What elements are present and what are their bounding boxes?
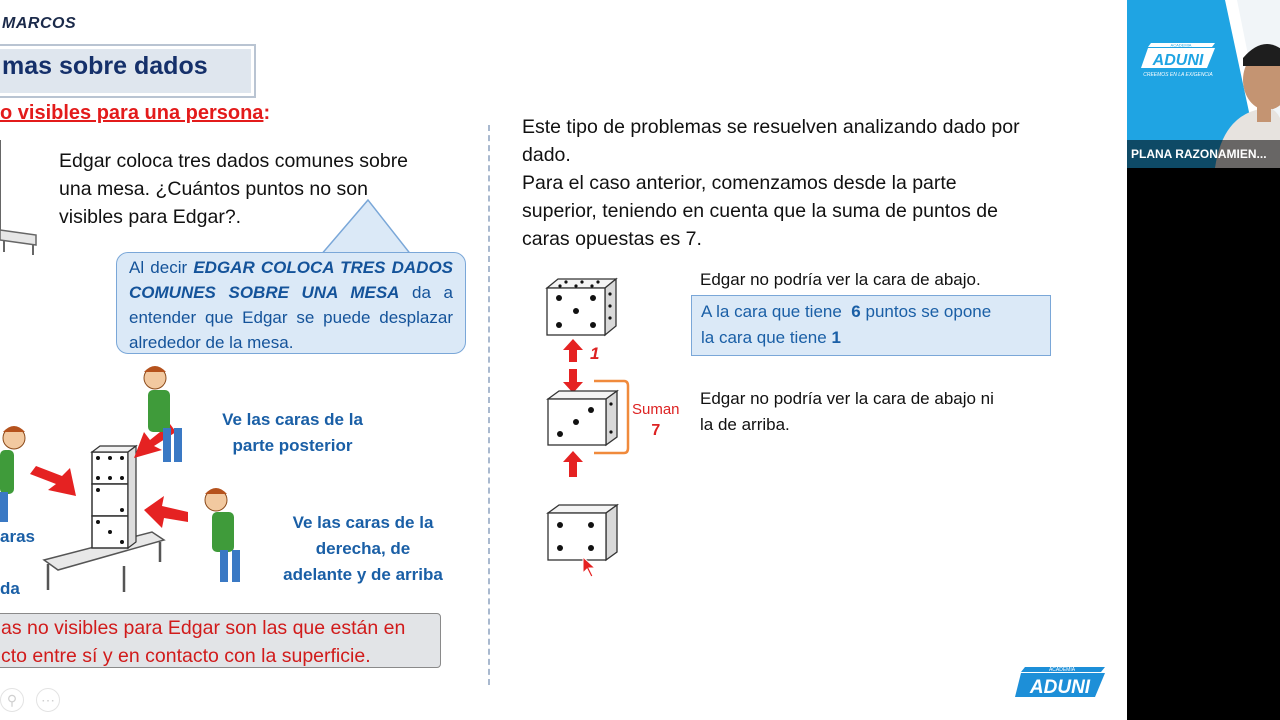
explanation-line: Para el caso anterior, comenzamos desde la parte: [522, 172, 957, 194]
webcam-panel: [1127, 0, 1280, 168]
label-line: adelante y de arriba: [283, 565, 443, 584]
mouse-cursor-icon: [582, 556, 598, 578]
sum-label: [632, 399, 680, 441]
top-die-note: Edgar no podría ver la cara de abajo.: [700, 270, 981, 289]
aduni-logo-text: ADUNI: [1029, 677, 1091, 698]
top-die: [544, 276, 620, 340]
explanation-line: caras opuestas es 7.: [522, 228, 702, 250]
callout-emphasis: EDGAR COLOCA TRES DADOS COMUNES SOBRE UNA MESA: [129, 258, 454, 302]
opposite-line-2: [701, 325, 1041, 351]
note-line: Edgar no podría ver la cara de abajo ni: [700, 389, 994, 408]
participant-name: PLANA RAZONAMIEN...: [1127, 140, 1280, 168]
sum-label-text: Suman: [632, 401, 680, 418]
label-left-faces: [0, 524, 34, 602]
opposite-text: A la cara que tiene: [701, 302, 842, 321]
label-line: Ve las caras de la: [222, 410, 363, 429]
label-line: Ve las caras de la: [292, 513, 434, 532]
webcam-logo-text: ADUNI: [1152, 52, 1204, 69]
opposite-number: 6: [851, 302, 861, 321]
brand-top: MARCOS: [2, 15, 77, 32]
opposite-number: 1: [831, 328, 841, 347]
slide-title: mas sobre dados: [2, 52, 208, 80]
label-line: [0, 550, 34, 576]
opposite-faces-box: [691, 295, 1051, 356]
aduni-logo: [1015, 663, 1105, 699]
conclusion-line: cto entre sí y en contacto con la superficie.: [1, 645, 371, 667]
note-line: la de arriba.: [700, 415, 790, 434]
arrows-top-middle: [560, 338, 586, 394]
column-divider: [488, 125, 490, 685]
explanation-line: dado.: [522, 144, 571, 166]
problem-line: visibles para Edgar?.: [59, 206, 242, 228]
label-line: derecha, de: [315, 539, 411, 558]
label-line: da: [0, 579, 20, 598]
webcam-slogan: CREEMOS EN LA EXIGENCIA: [1143, 72, 1213, 78]
subtitle-colon: :: [263, 102, 271, 124]
label-back-faces: [200, 407, 385, 459]
table-illustration-left: [0, 140, 40, 260]
subtitle-text: o visibles para una persona: [0, 102, 264, 124]
sum-bracket: [592, 378, 632, 456]
middle-die-note: [700, 386, 994, 438]
opposite-value-label: 1: [590, 344, 600, 363]
callout-box: [116, 252, 466, 354]
person-illustration-right: [196, 486, 256, 590]
conclusion-box: [0, 613, 441, 668]
opposite-text: la cara que tiene: [701, 328, 827, 347]
conclusion-line: as no visibles para Edgar son las que están en: [1, 617, 406, 639]
explanation-line: Este tipo de problemas se resuelven analizando dado por: [522, 116, 1020, 138]
zoom-icon[interactable]: ⚲: [0, 688, 24, 712]
opposite-text: puntos se opone: [865, 302, 992, 321]
webcam-aduni-logo: [1141, 40, 1221, 80]
arrow-middle-bottom: [560, 450, 586, 480]
more-options-icon[interactable]: ⋯: [36, 688, 60, 712]
opposite-line-1: [701, 299, 1041, 325]
sum-label-value: 7: [651, 422, 661, 439]
webcam-logo-small: ACADEMIA: [1170, 42, 1192, 48]
callout-pointer: [300, 198, 420, 258]
explanation-line: superior, teniendo en cuenta que la suma de puntos de: [522, 200, 998, 222]
explanation-text: [522, 113, 1082, 253]
callout-rest: da a entender que Edgar se puede desplazar alrededor de la mesa.: [129, 283, 453, 352]
label-line: aras: [0, 527, 35, 546]
label-line: parte posterior: [232, 436, 353, 455]
problem-line: Edgar coloca tres dados comunes sobre: [59, 150, 409, 172]
aduni-logo-small: ACADEMIA: [1048, 667, 1076, 673]
callout-lead: Al decir: [129, 258, 188, 277]
problem-line: una mesa. ¿Cuántos puntos no son: [59, 178, 368, 200]
label-right-faces: [268, 510, 458, 588]
slide-subtitle: [0, 102, 270, 125]
